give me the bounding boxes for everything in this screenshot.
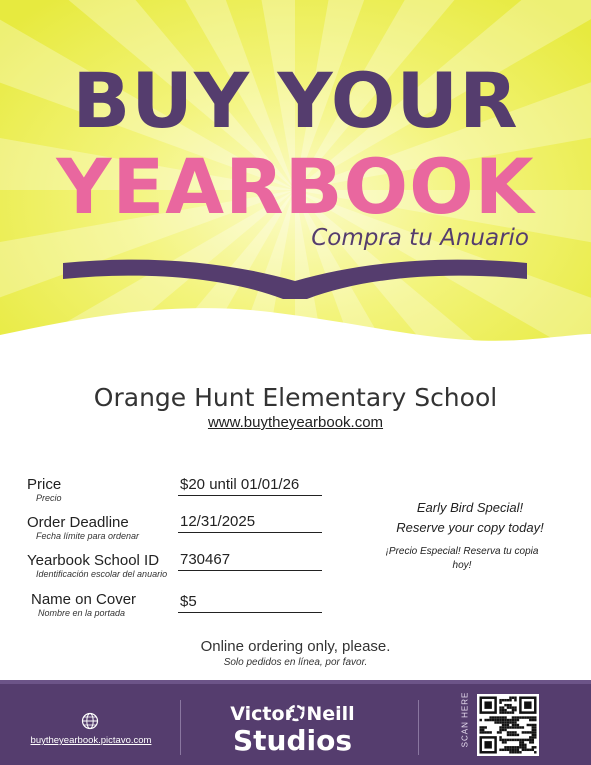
price-label: Price <box>27 476 62 493</box>
name-on-cover-sublabel: Nombre en la portada <box>38 608 126 618</box>
price-value: $20 until 01/01/26 <box>178 476 322 496</box>
promo-subheadline: Reserve your copy today! <box>396 520 544 535</box>
school-name: Orange Hunt Elementary School <box>93 383 498 412</box>
globe-icon <box>81 712 99 730</box>
headline-line2: YEARBOOK <box>56 142 535 231</box>
school-id-label: Yearbook School ID <box>27 552 160 569</box>
open-book-icon <box>55 255 535 305</box>
headline-line1: BUY YOUR <box>72 56 519 145</box>
qr-code[interactable] <box>477 694 539 756</box>
school-id-value: 730467 <box>178 551 322 571</box>
order-deadline-value: 12/31/2025 <box>178 513 322 533</box>
online-ordering-notice: Online ordering only, please. <box>200 638 391 655</box>
brand-name-line1: Victor 'Neill <box>230 703 355 725</box>
online-ordering-notice-spanish: Solo pedidos en línea, por favor. <box>223 657 368 668</box>
promo-spanish: ¡Precio Especial! Reserva tu copia hoy! <box>385 546 539 571</box>
victor-oneill-logo-icon <box>287 704 305 722</box>
footer-website-link[interactable]: buytheyearbook.pictavo.com <box>30 735 152 746</box>
footer-divider <box>180 700 181 755</box>
promo-headline: Early Bird Special! <box>416 500 524 515</box>
school-id-sublabel: Identificación escolar del anuario <box>36 569 168 579</box>
name-on-cover-label: Name on Cover <box>31 591 137 608</box>
order-deadline-label: Order Deadline <box>27 514 129 531</box>
scan-here-label: SCAN HERE <box>460 691 470 748</box>
footer-divider <box>418 700 419 755</box>
price-sublabel: Precio <box>36 493 62 503</box>
name-on-cover-value: $5 <box>178 593 322 613</box>
brand-name-line2: Studios <box>232 724 353 757</box>
headline-subtitle: Compra tu Anuario <box>311 225 529 251</box>
footer-accent-line <box>0 680 591 684</box>
order-website-link[interactable]: www.buytheyearbook.com <box>207 414 384 431</box>
order-deadline-sublabel: Fecha límite para ordenar <box>36 531 140 541</box>
